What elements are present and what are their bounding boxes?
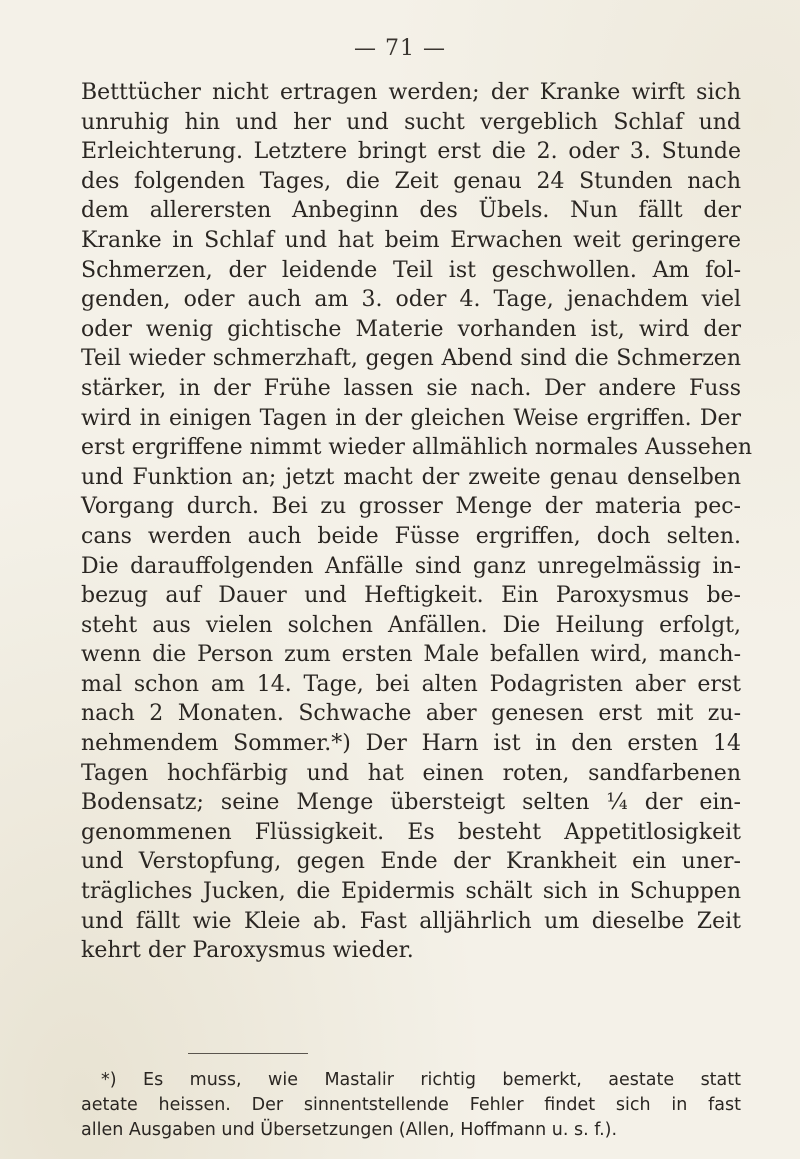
body-text [81,78,753,966]
footnote-divider [188,1053,308,1054]
footnote-line: *) Es muss, wie Mastalir richtig bemerkt, aestate statt [101,1070,741,1090]
text-line: erst ergriffene nimmt wieder allmählich normales Aussehen [81,435,753,461]
text-line: Bodensatz; seine Menge übersteigt selten ¼ der ein- [81,790,741,816]
text-line: oder wenig gichtische Materie vorhanden ist, wird der [81,316,741,342]
text-line: Tagen hochfärbig und hat einen roten, sandfarbenen [81,760,741,786]
text-line: trägliches Jucken, die Epidermis schält sich in Schuppen [81,879,741,905]
footnote-line: allen Ausgaben und Übersetzungen (Allen, Hoffmann u. s. f.). [81,1120,618,1140]
text-line: dem allerersten Anbeginn des Übels. Nun fällt der [81,198,741,224]
text-line: Schmerzen, der leidende Teil ist geschwollen. Am fol- [81,257,741,283]
text-line: und Funktion an; jetzt macht der zweite genau denselben [81,464,741,490]
text-line: und Verstopfung, gegen Ende der Krankheit ein uner- [81,849,741,875]
text-line: mal schon am 14. Tage, bei alten Podagristen aber erst [81,671,741,697]
text-line: Die darauffolgenden Anfälle sind ganz unregelmässig in- [81,553,741,579]
text-line: Vorgang durch. Bei zu grosser Menge der materia pec- [81,494,741,520]
text-line: Teil wieder schmerzhaft, gegen Abend sind die Schmerzen [81,346,741,372]
text-line: nehmendem Sommer.*) Der Harn ist in den ersten 14 [81,731,741,757]
text-line: unruhig hin und her und sucht vergeblich Schlaf und [81,109,741,135]
text-line: Betttücher nicht ertragen werden; der Kranke wirft sich [81,80,741,105]
text-line: des folgenden Tages, die Zeit genau 24 Stunden nach [81,168,741,194]
text-line: steht aus vielen solchen Anfällen. Die Heilung erfolgt, [81,612,741,638]
page-number: — 71 — [354,36,446,61]
text-line: Erleichterung. Letztere bringt erst die 2. oder 3. Stunde [81,139,741,165]
text-line: bezug auf Dauer und Heftigkeit. Ein Paroxysmus be- [81,583,741,609]
text-line: und fällt wie Kleie ab. Fast alljährlich um dieselbe Zeit [81,908,741,934]
text-line: Kranke in Schlaf und hat beim Erwachen weit geringere [81,227,741,253]
footnote-line: aetate heissen. Der sinnentstellende Fehler findet sich in fast [81,1095,741,1115]
text-line: wenn die Person zum ersten Male befallen wird, manch- [81,642,741,668]
text-line: stärker, in der Frühe lassen sie nach. Der andere Fuss [81,375,741,401]
text-line: genden, oder auch am 3. oder 4. Tage, jenachdem viel [81,287,741,313]
footnote [81,1068,741,1143]
text-line: kehrt der Paroxysmus wieder. [81,938,414,964]
text-line: nach 2 Monaten. Schwache aber genesen erst mit zu- [81,701,741,727]
text-line: wird in einigen Tagen in der gleichen Weise ergriffen. Der [81,405,741,431]
text-line: cans werden auch beide Füsse ergriffen, doch selten. [81,523,741,549]
text-line: genommenen Flüssigkeit. Es besteht Appetitlosigkeit [81,819,741,845]
